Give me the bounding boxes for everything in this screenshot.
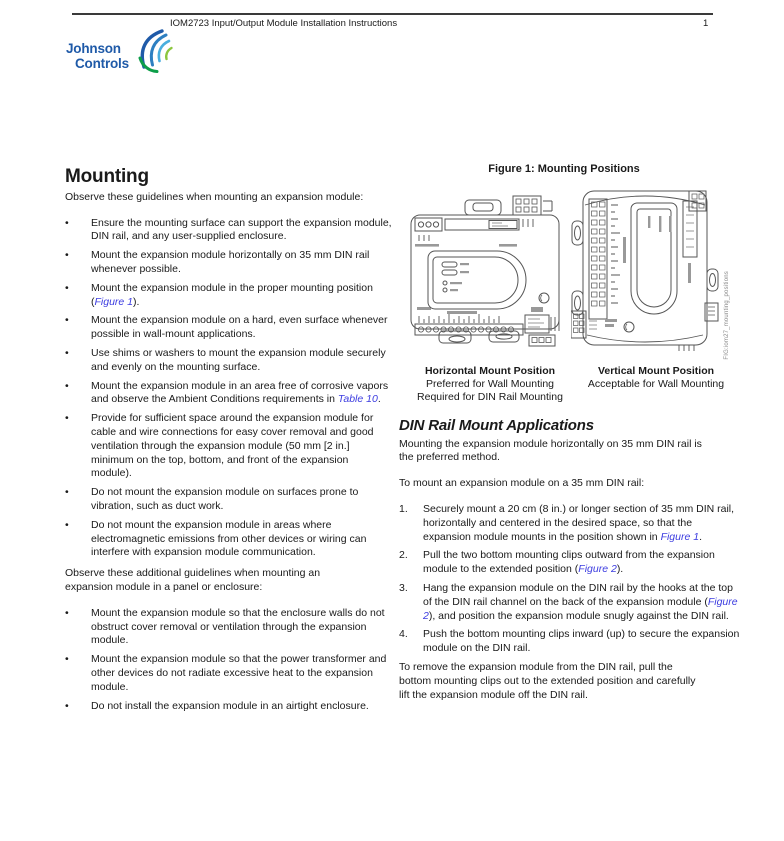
din-mount-steps [399,503,741,656]
list-item-text: Hang the expansion module on the DIN rail by the hooks at the top of the DIN rail channel on the back of the expansion module (Figure 2), and position the expansion module snugly against the DIN rail. [423,581,738,622]
bullet-item [65,486,392,514]
vertical-caption-line1: Acceptable for Wall Mounting [587,377,725,390]
bullet-marker: • [65,412,69,425]
figure-1-title: Figure 1: Mounting Positions [488,163,640,175]
bullet-item [65,412,392,481]
mounting-intro-paragraph: Observe these guidelines when mounting an expansion module: [65,190,364,203]
bullet-item [65,314,392,342]
bullet-item [65,249,392,277]
list-item-text: Pull the two bottom mounting clips outward from the expansion module to the extended position (Figure 2). [423,549,715,576]
cross-reference-link[interactable]: Figure 2 [578,563,617,576]
step-number: 3. [399,581,408,594]
step-item [399,549,741,577]
bullet-item [65,519,392,560]
din-intro-paragraph: Mounting the expansion module horizontally on 35 mm DIN rail is the preferred method. [399,437,702,464]
bullet-marker: • [65,346,69,359]
list-item-text: Mount the expansion module in the proper mounting position (Figure 1). [91,281,373,308]
bullet-item [65,217,392,245]
horizontal-caption-title: Horizontal Mount Position [424,364,556,377]
bullet-marker: • [65,379,69,392]
step-item [399,503,741,544]
list-item-text: Push the bottom mounting clips inward (up) to secure the expansion module on the DIN rail. [423,628,740,655]
list-item-text: Do not mount the expansion module on surfaces prone to vibration, such as duct work. [91,486,359,512]
horizontal-caption-line1: Preferred for Wall Mounting [426,377,554,390]
bullet-marker: • [65,314,69,327]
section-heading-mounting: Mounting [65,166,149,187]
bullet-marker: • [65,249,69,262]
bullet-marker: • [65,216,69,229]
bullet-marker: • [65,518,69,531]
cross-reference-link[interactable]: Figure 2 [423,595,738,622]
list-item-text: Mount the expansion module so that the power transformer and other devices do not radiate excessive heat to the expansion module. [91,653,387,693]
johnson-controls-logo [66,34,176,84]
list-item-text: Securely mount a 20 cm (8 in.) or longer section of 35 mm DIN rail, horizontally and centered in the desired space, so that the expansion module mounts in the position shown in Figure 1. [423,502,735,543]
additional-guidelines-list [65,607,392,714]
bullet-item [65,347,392,375]
bullet-item [65,653,392,694]
list-item-text: Do not install the expansion module in an airtight enclosure. [91,699,369,712]
johnson-controls-wordmark [66,42,129,72]
list-item-text: Mount the expansion module horizontally on 35 mm DIN rail whenever possible. [91,249,370,275]
bullet-item [65,380,392,408]
figure-side-label: FIG:iom27_mounting_positions [724,270,730,360]
vertical-mount-caption [581,365,731,404]
din-procedure-lead: To mount an expansion module on a 35 mm DIN rail: [399,477,645,490]
page-number: 1 [703,18,709,29]
header-rule [72,13,713,15]
bullet-marker: • [65,653,69,666]
additional-guidelines-intro: Observe these additional guidelines when mounting an expansion module in a panel or enclosure: [65,567,321,593]
list-item-text: Provide for sufficient space around the expansion module for cable and wire connections for easy cover removal and good ventilation through the expansion module (50 mm [2 in.] minimum on the top, bottom, and front of the expansion module). [91,412,374,480]
list-item-text: Mount the expansion module on a hard, even surface whenever possible in wall-mount applications. [91,314,388,341]
list-item-text: Use shims or washers to mount the expansion module securely and evenly on the mounting surface. [91,346,386,373]
left-column [65,166,392,718]
vertical-caption-title: Vertical Mount Position [597,364,715,377]
bullet-item [65,607,392,648]
johnson-controls-swirl-icon [132,26,174,76]
mounting-guidelines-list [65,217,392,561]
logo-word-johnson: Johnson [66,41,121,56]
section-heading-din-rail: DIN Rail Mount Applications [399,416,594,434]
step-item [399,628,741,656]
cross-reference-link[interactable]: Figure 1 [660,530,700,543]
step-number: 4. [399,628,408,641]
cross-reference-link[interactable]: Figure 1 [94,295,134,308]
horizontal-module-drawing [405,191,565,349]
step-item [399,582,741,623]
running-header-title: IOM2723 Input/Output Module Installation Instructions [170,18,398,29]
step-number: 2. [399,549,408,562]
list-item-text: Ensure the mounting surface can support the expansion module, DIN rail, and any user-supplied enclosure. [91,216,392,243]
right-column [399,163,741,714]
step-number: 1. [399,502,408,515]
bullet-item [65,700,392,714]
bullet-marker: • [65,699,69,712]
bullet-marker: • [65,486,69,499]
horizontal-caption-line2: Required for DIN Rail Mounting [417,390,563,403]
removal-note-paragraph: To remove the expansion module from the DIN rail, pull the bottom mounting clips out to the extended position and carefully lift the expansion module off the DIN rail. [399,660,696,701]
bullet-item [65,282,392,310]
bullet-marker: • [65,281,69,294]
cross-reference-link[interactable]: Table 10 [337,393,378,406]
bullet-marker: • [65,606,69,619]
vertical-module-drawing [571,183,719,359]
list-item-text: Mount the expansion module so that the enclosure walls do not obstruct cover removal or ventilation through the expansion module. [91,606,385,647]
logo-word-controls: Controls [75,55,129,71]
horizontal-mount-caption [399,365,581,404]
list-item-text: Mount the expansion module in an area free of corrosive vapors and observe the Ambient Conditions requirements in Table 10. [91,379,389,406]
list-item-text: Do not mount the expansion module in areas where electromagnetic emissions from other devices or wiring can interfere with expansion module communication. [91,518,367,559]
figure-captions [399,365,741,404]
figure-1-illustration [399,183,741,361]
